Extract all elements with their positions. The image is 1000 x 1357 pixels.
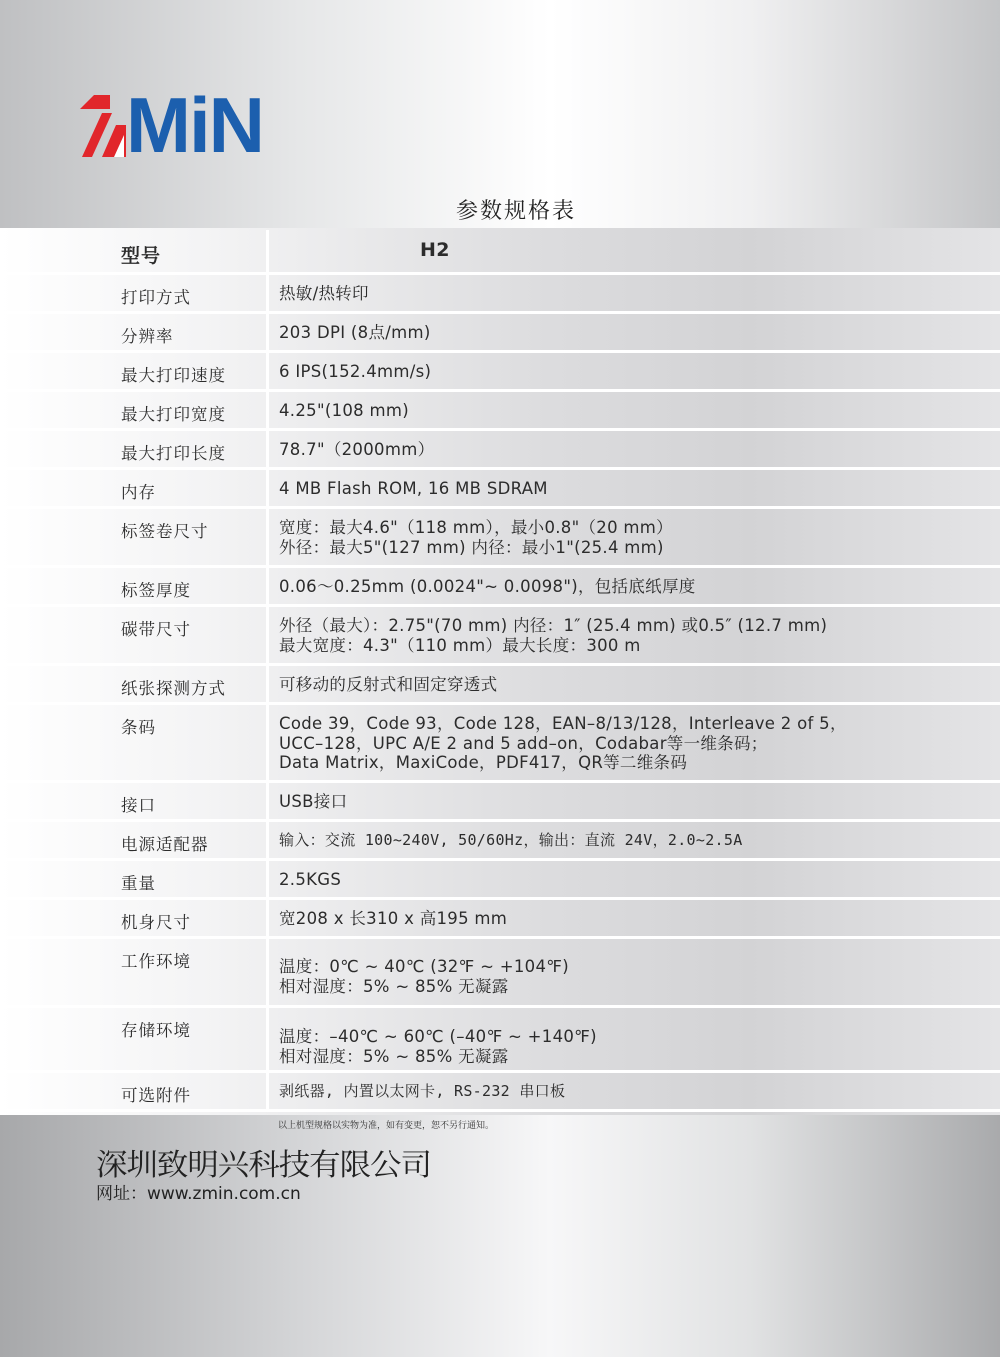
spec-value-line: 78.7"（2000mm） — [279, 440, 435, 459]
spec-value-line: 热敏/热转印 — [279, 284, 369, 303]
spec-label: 重量 — [121, 874, 156, 893]
spec-value — [279, 1082, 900, 1102]
column-divider — [266, 1008, 269, 1070]
model-label: 型号 — [121, 245, 162, 267]
page-title: 参数规格表 — [455, 199, 576, 224]
spec-value-line: 203 DPI (8点/mm) — [279, 323, 431, 342]
spec-label: 可选附件 — [121, 1086, 191, 1105]
spec-label: 标签厚度 — [121, 581, 191, 600]
spec-row — [0, 509, 1000, 568]
spec-label: 最大打印宽度 — [121, 405, 226, 424]
spec-row — [0, 607, 1000, 666]
column-divider — [266, 783, 269, 819]
spec-row — [0, 470, 1000, 509]
spec-row — [0, 822, 1000, 861]
spec-value — [279, 1027, 900, 1066]
column-divider — [266, 822, 269, 858]
spec-row — [0, 275, 1000, 314]
column-divider — [266, 353, 269, 389]
column-divider — [266, 568, 269, 604]
spec-row — [0, 900, 1000, 939]
spec-value-line: 最大宽度：4.3"（110 mm）最大长度：300 m — [279, 635, 641, 655]
spec-value — [279, 870, 900, 890]
spec-row — [0, 568, 1000, 607]
spec-value-line: 温度：0℃ ~ 40℃ (32℉ ~ +104℉) — [279, 957, 570, 976]
spec-row — [0, 783, 1000, 822]
spec-row — [0, 666, 1000, 705]
spec-value-line: 宽度：最大4.6"（118 mm），最小0.8"（20 mm） — [279, 518, 673, 537]
brand-logo — [80, 81, 263, 169]
spec-value-line: UCC–128，UPC A/E 2 and 5 add–on，Codabar等一维条码； — [279, 733, 768, 753]
spec-label: 条码 — [121, 718, 156, 737]
spec-value — [279, 401, 900, 421]
column-divider — [266, 939, 269, 1005]
spec-value-line: 6 IPS(152.4mm/s) — [279, 362, 432, 381]
column-divider — [266, 509, 269, 565]
spec-value-line: 2.5KGS — [279, 870, 342, 889]
spec-row — [0, 314, 1000, 353]
spec-label: 碳带尺寸 — [121, 620, 191, 639]
spec-label: 纸张探测方式 — [121, 679, 226, 698]
spec-row — [0, 431, 1000, 470]
spec-row — [0, 939, 1000, 1008]
column-divider — [266, 275, 269, 311]
spec-value — [279, 714, 900, 773]
spec-value — [279, 616, 900, 655]
column-divider — [266, 470, 269, 506]
footnote: 以上机型规格以实物为准，如有变更，恕不另行通知。 — [278, 1121, 495, 1131]
spec-value — [279, 362, 900, 382]
spec-value-line: 4.25"(108 mm) — [279, 401, 409, 420]
company-name: 深圳致明兴科技有限公司 — [96, 1148, 431, 1183]
spec-row — [0, 861, 1000, 900]
spec-label: 最大打印长度 — [121, 444, 226, 463]
column-divider — [266, 666, 269, 702]
spec-value-line: 输入：交流 100~240V, 50/60Hz，输出：直流 24V，2.0~2.5A — [279, 831, 743, 849]
table-header-row — [0, 230, 1000, 275]
spec-value — [279, 792, 900, 812]
model-value: H2 — [420, 239, 450, 261]
logo-mark-icon — [80, 95, 126, 157]
spec-value-line: 宽208 x 长310 x 高195 mm — [279, 909, 508, 928]
spec-label: 存储环境 — [121, 1021, 191, 1040]
spec-row — [0, 1008, 1000, 1073]
spec-table — [0, 230, 1000, 1112]
spec-value — [279, 675, 900, 695]
spec-label: 机身尺寸 — [121, 913, 191, 932]
column-divider — [266, 230, 269, 272]
spec-label: 工作环境 — [121, 952, 191, 971]
spec-value-line: Code 39，Code 93，Code 128，EAN–8/13/128，Interleave 2 of 5， — [279, 714, 847, 733]
spec-row — [0, 392, 1000, 431]
column-divider — [266, 705, 269, 780]
spec-label: 电源适配器 — [121, 835, 209, 854]
spec-label: 标签卷尺寸 — [121, 522, 209, 541]
spec-row — [0, 705, 1000, 783]
logo-wordmark: MiN — [126, 81, 263, 169]
spec-label: 内存 — [121, 483, 156, 502]
spec-label: 打印方式 — [121, 288, 191, 307]
spec-value — [279, 323, 900, 343]
spec-value-line: USB接口 — [279, 792, 348, 811]
spec-value — [279, 577, 900, 597]
spec-row — [0, 1073, 1000, 1112]
column-divider — [266, 314, 269, 350]
column-divider — [266, 392, 269, 428]
column-divider — [266, 1073, 269, 1109]
spec-value — [279, 284, 900, 304]
spec-value — [279, 518, 900, 557]
spec-value-line: 4 MB Flash ROM, 16 MB SDRAM — [279, 479, 548, 498]
spec-value — [279, 479, 900, 499]
spec-value-line: 外径：最大5"(127 mm) 内径：最小1"(25.4 mm) — [279, 537, 664, 557]
spec-value-line: 外径（最大）：2.75"(70 mm) 内径：1″ (25.4 mm) 或0.5″ (12.7 mm) — [279, 616, 828, 635]
spec-value — [279, 957, 900, 996]
spec-row — [0, 353, 1000, 392]
spec-value-line: Data Matrix，MaxiCode，PDF417，QR等二维条码 — [279, 753, 688, 772]
spec-value — [279, 909, 900, 929]
website: 网址：www.zmin.com.cn — [96, 1184, 301, 1204]
spec-label: 最大打印速度 — [121, 366, 226, 385]
spec-value — [279, 831, 900, 851]
spec-value-line: 可移动的反射式和固定穿透式 — [279, 675, 498, 694]
spec-value-line: 0.06～0.25mm (0.0024"~ 0.0098")，包括底纸厚度 — [279, 577, 696, 596]
spec-value-line: 相对湿度：5% ~ 85% 无凝露 — [279, 976, 509, 996]
spec-value-line: 相对湿度：5% ~ 85% 无凝露 — [279, 1046, 509, 1066]
spec-label: 接口 — [121, 796, 156, 815]
column-divider — [266, 607, 269, 663]
spec-value-line: 剥纸器, 内置以太网卡, RS-232 串口板 — [279, 1082, 566, 1100]
spec-value — [279, 440, 900, 460]
column-divider — [266, 431, 269, 467]
column-divider — [266, 861, 269, 897]
spec-value-line: 温度：–40℃ ~ 60℃ (–40℉ ~ +140℉) — [279, 1027, 597, 1046]
column-divider — [266, 900, 269, 936]
spec-label: 分辨率 — [121, 327, 174, 346]
